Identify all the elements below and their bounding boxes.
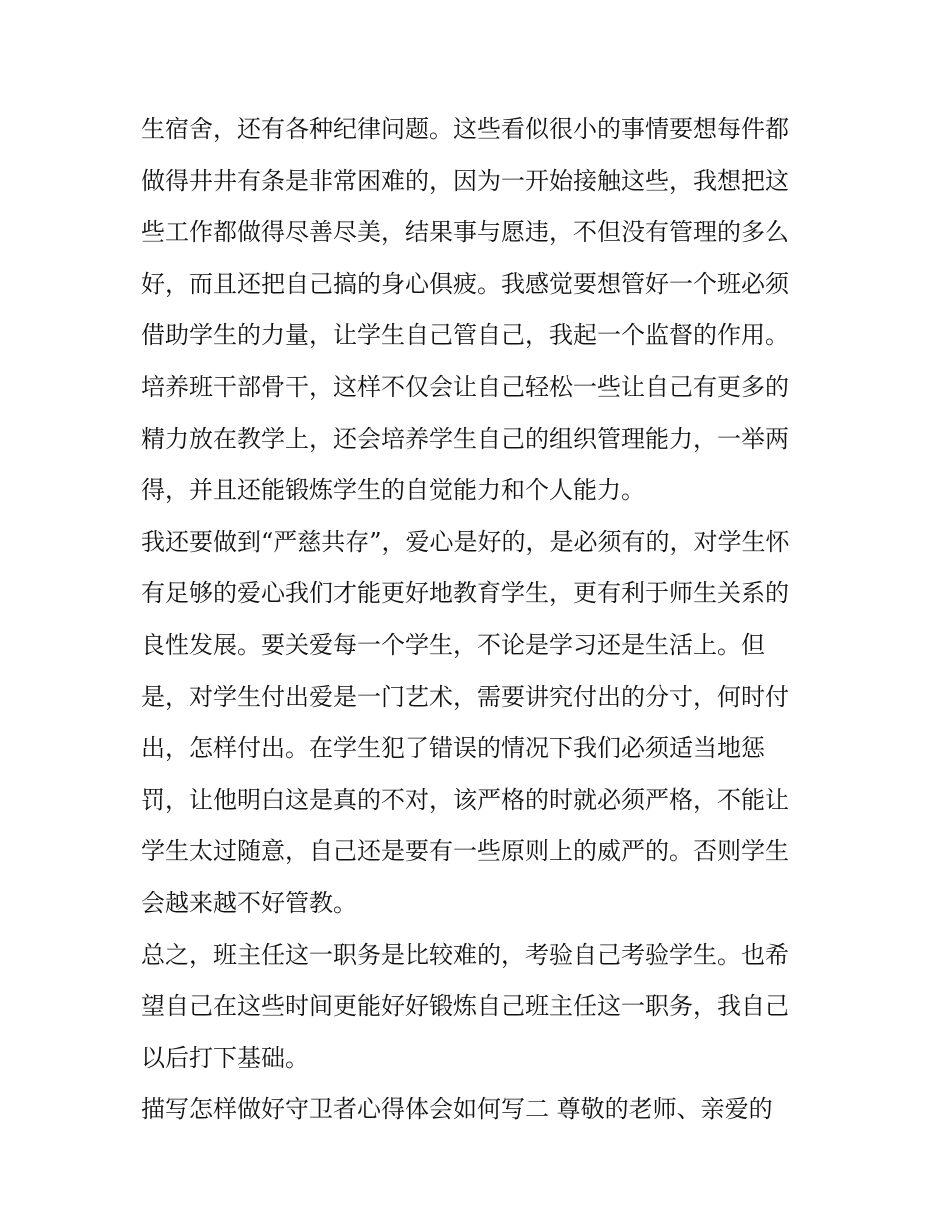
- text-line: 以后打下基础。: [141, 1043, 309, 1072]
- text-line: 罚，让他明白这是真的不对，该严格的时就必须严格，不能让: [141, 785, 789, 814]
- text-line: 我还要做到“严慈共存”，爱心是好的，是必须有的，对学生怀: [141, 527, 790, 556]
- text-line: 借助学生的力量，让学生自己管自己，我起一个监督的作用。: [141, 321, 789, 350]
- text-line: 些工作都做得尽善尽美，结果事与愿违，不但没有管理的多么: [141, 218, 789, 247]
- text-line: 是，对学生付出爱是一门艺术，需要讲究付出的分寸，何时付: [141, 682, 789, 711]
- text-line: 望自己在这些时间更能好好锻炼自己班主任这一职务，我自己: [141, 992, 789, 1021]
- text-line: 总之，班主任这一职务是比较难的，考验自己考验学生。也希: [141, 940, 789, 969]
- text-line: 描写怎样做好守卫者心得体会如何写二 尊敬的老师、亲爱的: [141, 1095, 773, 1124]
- text-line: 良性发展。要关爱每一个学生，不论是学习还是生活上。但: [141, 630, 765, 659]
- text-line: 有足够的爱心我们才能更好地教育学生，更有利于师生关系的: [141, 579, 789, 608]
- text-line: 会越来越不好管教。: [141, 888, 357, 917]
- text-line: 精力放在教学上，还会培养学生自己的组织管理能力，一举两: [141, 424, 789, 453]
- text-line: 生宿舍，还有各种纪律问题。这些看似很小的事情要想每件都: [141, 115, 789, 143]
- text-line: 得，并且还能锻炼学生的自觉能力和个人能力。: [141, 476, 645, 505]
- text-line: 学生太过随意，自己还是要有一些原则上的威严的。否则学生: [141, 837, 789, 866]
- body-text: [141, 104, 821, 1136]
- text-line: 培养班干部骨干，这样不仅会让自己轻松一些让自己有更多的: [141, 372, 789, 401]
- text-line: 出，怎样付出。在学生犯了错误的情况下我们必须适当地惩: [141, 734, 765, 763]
- text-line: 好，而且还把自己搞的身心俱疲。我感觉要想管好一个班必须: [141, 269, 789, 298]
- text-line: 做得井井有条是非常困难的，因为一开始接触这些，我想把这: [141, 166, 789, 195]
